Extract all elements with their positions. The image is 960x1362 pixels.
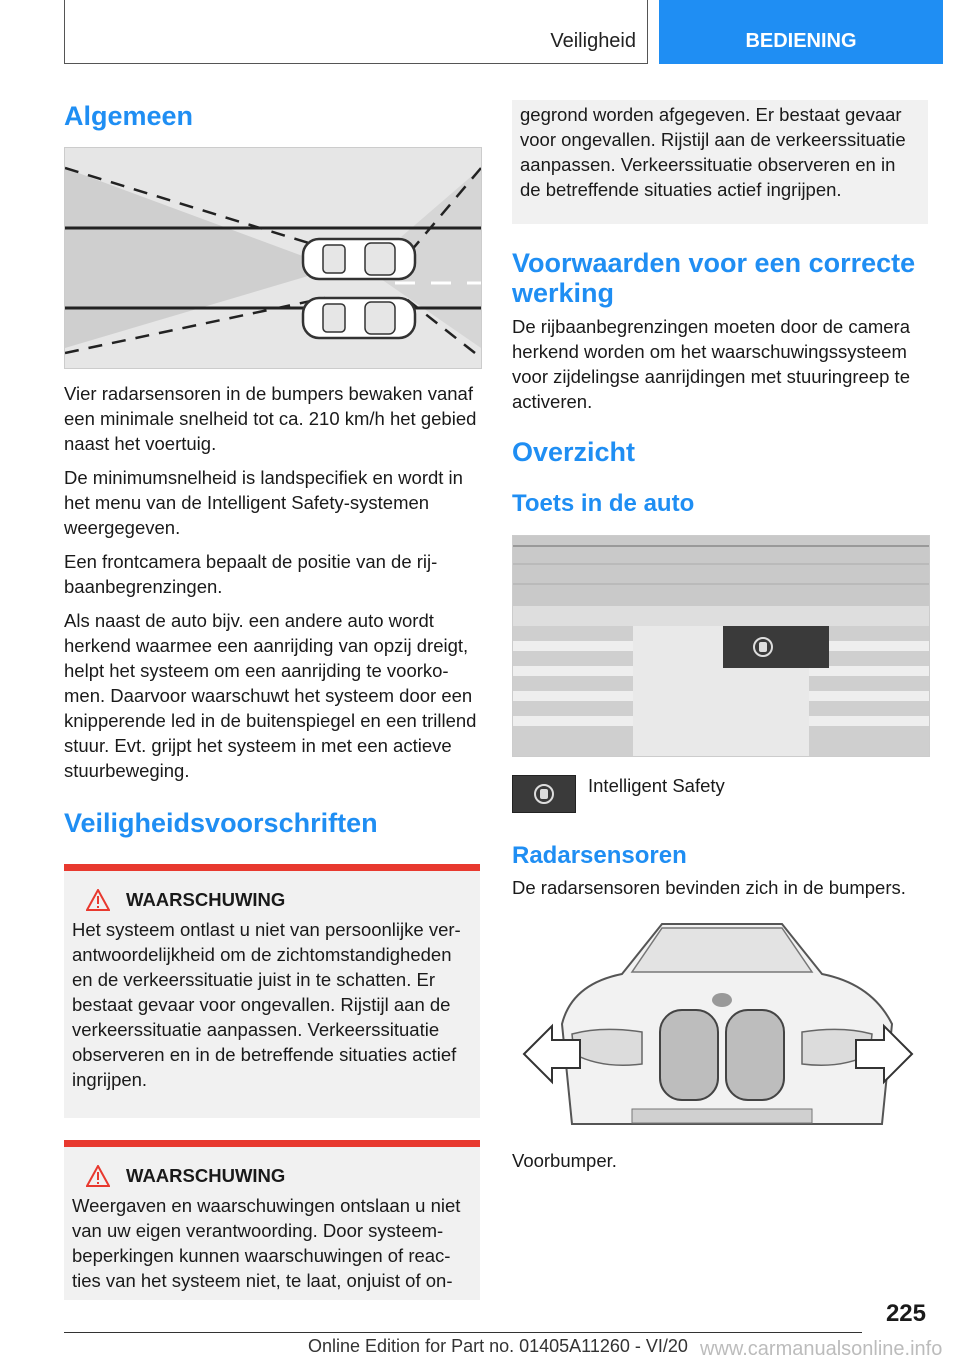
heading-button: Toets in de auto: [512, 490, 695, 517]
warning-text-1: Het systeem ontlast u niet van persoonlijke ver-antwoordelijkheid om de zichtomstandigheden en de verkeerssituatie juist in te schatten. Er bestaat gevaar voor ongevallen. Rijstijl aan de verkeerssituatie aanpassen. Verkeerssituatie observeren en in de betreffende situaties actief ingrijpen.: [72, 919, 461, 1090]
heading-conditions: Voorwaarden voor een correcte werking: [512, 248, 916, 308]
warning-box-1: [64, 864, 480, 1118]
heading-overview: Overzicht: [512, 437, 636, 467]
warning-text-continued: gegrond worden afgegeven. Er bestaat gevaar voor ongevallen. Rijstijl aan de verkeerssituatie aanpassen. Verkeerssituatie observeren en in de betreffende situaties actief ingrijpen.: [520, 104, 906, 200]
paragraph-function: Als naast de auto bijv. een andere auto wordt herkend waarmee een aanrijding van opzij dreigt, helpt het systeem om een aanrijding te voorko-men. Daarvoor waarschuwt het systeem door een knipperende led in de buitenspiegel en een trillend stuur. Evt. grijpt het systeem in met een actieve stuurbeweging.: [64, 610, 477, 781]
lane-radar-illustration: [64, 147, 482, 369]
intelligent-safety-label: Intelligent Safety: [588, 775, 725, 796]
car-top-2-icon: [303, 298, 415, 338]
footer-edition: Online Edition for Part no. 01405A11260 - VI/20: [308, 1336, 688, 1356]
paragraph-conditions: De rijbaanbegrenzingen moeten door de camera herkend worden om het waarschuwingssysteem voor zijdelingse aanrijdingen met stuuringreep te activeren.: [512, 316, 911, 412]
left-column: [64, 100, 480, 1300]
chapter-tab[interactable]: BEDIENING: [659, 0, 943, 64]
warning-continuation: [512, 100, 928, 224]
warning-text-2: Weergaven en waarschuwingen ontslaan u niet van uw eigen verantwoording. Door systeem-beperkingen kunnen waarschuwingen of reac-ties van het systeem niet, te laat, onjuist of on-: [72, 1195, 461, 1291]
button-legend: [512, 775, 928, 813]
car-front-graphic: [512, 914, 928, 1136]
lane-radar-graphic: [65, 148, 481, 368]
warning-title-1: WAARSCHUWING: [126, 889, 286, 910]
warning-box-2: [64, 1140, 480, 1300]
car-top-1-icon: [303, 239, 415, 279]
paragraph-sensors: Vier radarsensoren in de bumpers bewaken vanaf een minimale snelheid tot ca. 210 km/h het gebied naast het voertuig.: [64, 383, 477, 454]
section-title: Veiligheid: [550, 30, 636, 52]
warning-title-2: WAARSCHUWING: [126, 1165, 286, 1186]
paragraph-camera: Een frontcamera bepaalt de positie van de rij-baanbegrenzingen.: [64, 551, 438, 597]
heading-safety: Veiligheidsvoorschriften: [64, 808, 378, 838]
footer-watermark: www.carmanualsonline.info: [700, 1338, 943, 1360]
heading-general: Algemeen: [64, 101, 194, 131]
caption-front-bumper: Voorbumper.: [512, 1150, 617, 1171]
intelligent-safety-key-icon: [512, 775, 576, 813]
dashboard-button-photo: [512, 535, 930, 757]
page-number: 225: [885, 1300, 926, 1327]
heading-radar: Radarsensoren: [512, 842, 687, 869]
paragraph-radar: De radarsensoren bevinden zich in de bumpers.: [512, 877, 906, 898]
dashboard-graphic: [513, 536, 929, 756]
warning-triangle-icon: [86, 889, 110, 911]
front-bumper-illustration: [512, 914, 928, 1136]
right-column: [512, 100, 928, 1182]
paragraph-min-speed: De minimumsnelheid is landspecifiek en wordt in het menu van de Intelligent Safety-systemen weergegeven.: [64, 467, 463, 538]
footer-rule: [64, 1332, 862, 1333]
warning-triangle-icon: [86, 1165, 110, 1187]
